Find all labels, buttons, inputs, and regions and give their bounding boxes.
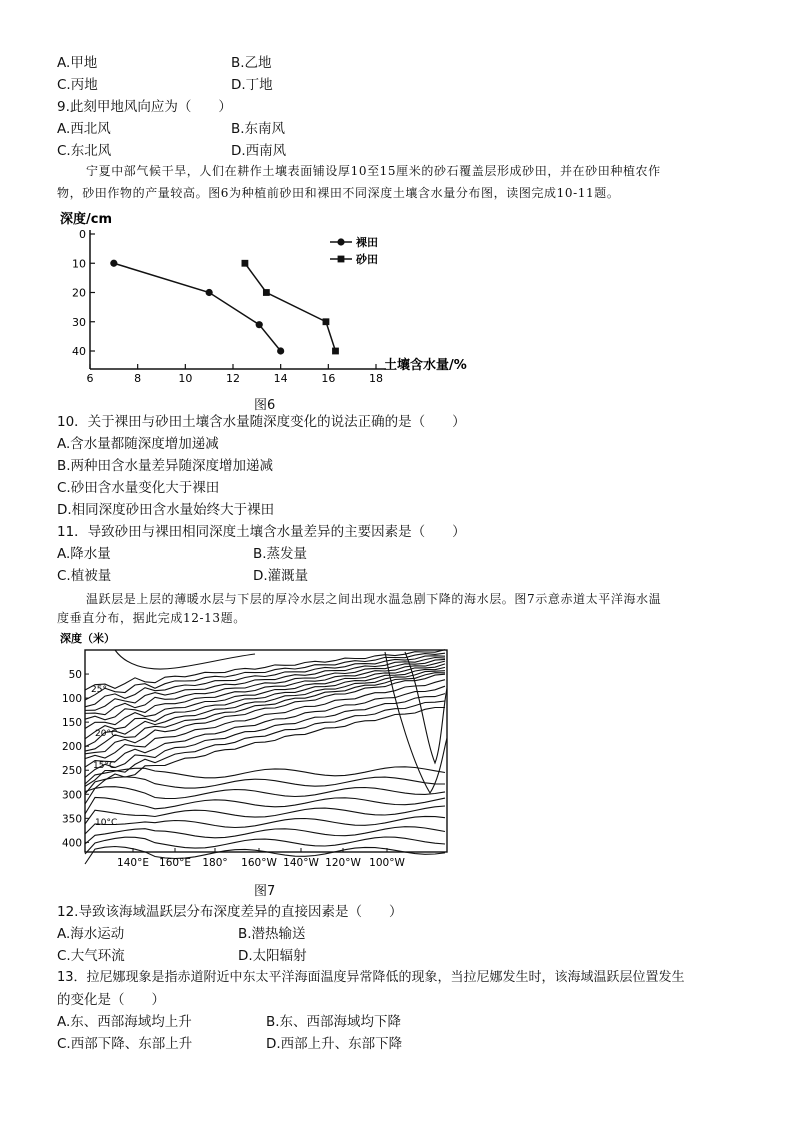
data-point xyxy=(323,318,330,325)
x-tick-label: 12 xyxy=(226,372,240,385)
fig7-x-tick-label: 120°W xyxy=(325,857,361,869)
series-line-2 xyxy=(245,263,336,351)
x-axis-title: 土壤含水量/% xyxy=(384,358,467,373)
passage1-line2: 物，砂田作物的产量较高。图6为种植前砂田和裸田不同深度土壤含水量分布图，读图完成10-11题。 xyxy=(57,186,620,200)
isotherm-line xyxy=(85,661,445,720)
q9-option-b: B.东南风 xyxy=(231,121,286,137)
fig7-y-title: 深度（米） xyxy=(60,632,115,645)
fig7-y-tick-label: 250 xyxy=(61,765,82,778)
q13-option-a: A.东、西部海域均上升 xyxy=(57,1014,192,1030)
fig7-y-tick-label: 150 xyxy=(61,717,82,730)
q12-option-d: D.太阳辐射 xyxy=(238,948,307,964)
q10-option-c: C.砂田含水量变化大于裸田 xyxy=(57,480,220,496)
figure6-chart xyxy=(50,205,550,385)
q9-option-a: A.西北风 xyxy=(57,121,111,137)
q10-option-b: B.两种田含水量差异随深度增加递减 xyxy=(57,458,274,474)
q13-stem-line2: 的变化是（ ） xyxy=(57,992,165,1008)
isotherm-line xyxy=(115,650,255,669)
deep-isotherm-line xyxy=(85,816,445,834)
q9-option-c: C.东北风 xyxy=(57,143,112,159)
series-line-1 xyxy=(114,263,281,351)
deep-isotherm-line xyxy=(85,827,445,844)
x-tick-label: 14 xyxy=(273,372,288,385)
q13-option-b: B.东、西部海域均下降 xyxy=(266,1014,402,1030)
passage2-line2: 度垂直分布，据此完成12-13题。 xyxy=(57,611,246,625)
y-tick-label: 40 xyxy=(72,345,86,358)
q11-option-b: B.蒸发量 xyxy=(253,546,308,562)
q8-option-a: A.甲地 xyxy=(57,55,98,71)
q11-option-d: D.灌溉量 xyxy=(253,568,309,584)
q13-stem-line1: 13．拉尼娜现象是指赤道附近中东太平洋海面温度异常降低的现象，当拉尼娜发生时，该海域温跃层位置发生 xyxy=(57,970,685,985)
y-tick-label: 10 xyxy=(72,257,86,271)
x-tick-label: 16 xyxy=(321,372,336,385)
data-point xyxy=(110,260,117,267)
q8-option-b: B.乙地 xyxy=(231,55,272,71)
fig7-y-tick-label: 300 xyxy=(61,789,82,802)
q9-option-d: D.西南风 xyxy=(231,143,287,159)
passage1-line1: 宁夏中部气候干旱，人们在耕作土壤表面铺设厚10至15厘米的砂石覆盖层形成砂田，并在砂田种植农作 xyxy=(86,164,661,178)
isotherm-label: 15°C xyxy=(93,761,116,771)
fig7-x-tick-label: 180° xyxy=(202,857,228,869)
q11-option-a: A.降水量 xyxy=(57,546,111,562)
deep-isotherm-line xyxy=(85,767,445,784)
data-point xyxy=(263,289,270,296)
q12-stem: 12.导致该海域温跃层分布深度差异的直接因素是（ ） xyxy=(57,904,403,920)
deep-isotherm-line xyxy=(85,798,445,815)
q8-option-d: D.丁地 xyxy=(231,77,273,93)
figure7-caption: 图7 xyxy=(254,884,276,899)
passage2-line1: 温跃层是上层的薄暖水层与下层的厚冷水层之间出现水温急剧下降的海水层。图7示意赤道太平洋海水温 xyxy=(86,592,662,606)
q11-option-c: C.植被量 xyxy=(57,568,112,584)
q12-option-c: C.大气环流 xyxy=(57,948,125,964)
deep-isotherm-line xyxy=(85,787,445,804)
y-tick-label: 0 xyxy=(79,228,86,241)
q10-option-d: D.相同深度砂田含水量始终大于裸田 xyxy=(57,502,275,518)
data-point xyxy=(242,260,249,267)
isotherm-label: 10°C xyxy=(95,818,118,828)
fig7-y-tick-label: 50 xyxy=(68,669,82,682)
q12-option-b: B.潜热输送 xyxy=(238,926,306,942)
q11-stem: 11．导致砂田与裸田相同深度土壤含水量差异的主要因素是（ ） xyxy=(57,524,466,540)
legend-marker xyxy=(338,256,345,263)
y-tick-label: 30 xyxy=(72,315,86,329)
data-point xyxy=(277,347,284,354)
fig7-x-tick-label: 100°W xyxy=(369,857,405,869)
legend-label: 裸田 xyxy=(356,236,378,249)
fig7-y-tick-label: 100 xyxy=(61,693,82,706)
q8-option-c: C.丙地 xyxy=(57,77,98,93)
q12-option-a: A.海水运动 xyxy=(57,926,125,942)
fig7-x-tick-label: 140°W xyxy=(283,857,319,869)
x-tick-label: 18 xyxy=(369,372,383,385)
x-tick-label: 10 xyxy=(178,372,193,385)
data-point xyxy=(256,321,263,328)
q10-stem: 10．关于裸田与砂田土壤含水量随深度变化的说法正确的是（ ） xyxy=(57,414,466,430)
isotherm-label: 20°C xyxy=(95,729,118,739)
x-tick-label: 8 xyxy=(134,372,142,385)
y-axis-title: 深度/cm xyxy=(60,212,113,227)
fig7-x-tick-label: 140°E xyxy=(117,857,149,869)
data-point xyxy=(332,348,339,355)
figure7-isotherm-chart xyxy=(55,628,475,878)
x-tick-label: 6 xyxy=(86,372,94,385)
fig7-y-tick-label: 400 xyxy=(61,837,82,850)
legend-label: 砂田 xyxy=(356,253,378,266)
isotherm-label: 25° xyxy=(91,685,107,695)
q9-stem: 9.此刻甲地风向应为（ ） xyxy=(57,99,232,115)
fig7-y-tick-label: 200 xyxy=(61,741,82,754)
fig7-y-tick-label: 350 xyxy=(61,813,82,826)
fig7-x-tick-label: 160°E xyxy=(159,857,191,869)
y-tick-label: 20 xyxy=(72,286,86,300)
fig7-x-tick-label: 160°W xyxy=(241,857,277,869)
figure6-caption: 图6 xyxy=(254,398,276,413)
q10-option-a: A.含水量都随深度增加递减 xyxy=(57,436,219,452)
q13-option-c: C.西部下降、东部上升 xyxy=(57,1036,193,1052)
q13-option-d: D.西部上升、东部下降 xyxy=(266,1036,403,1052)
legend-marker xyxy=(337,238,344,245)
data-point xyxy=(206,289,213,296)
